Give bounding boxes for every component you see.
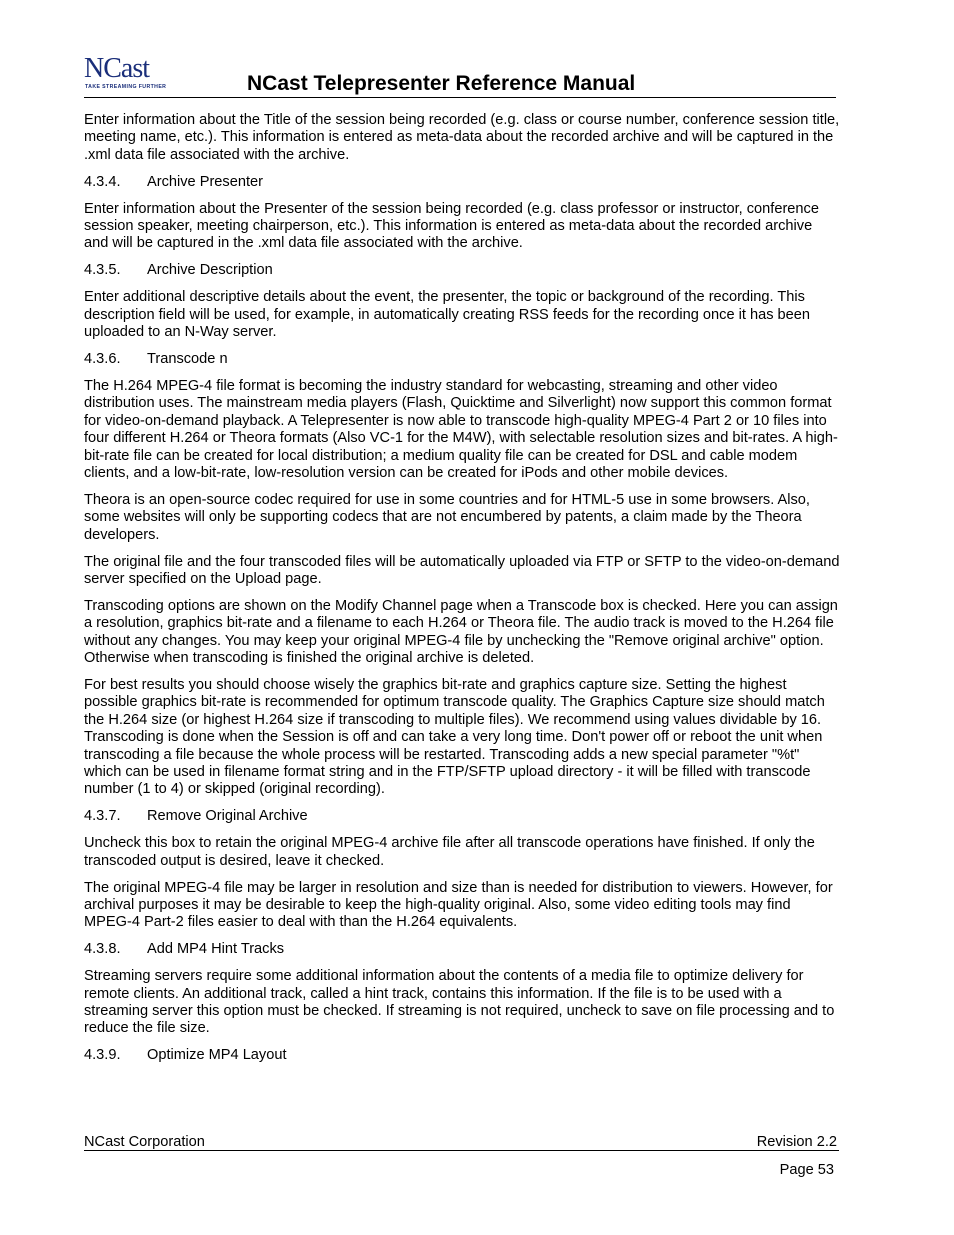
paragraph-upload: The original file and the four transcoded files will be automatically uploaded via FTP or SFTP to the video-on-demand server specified on the Upload page. <box>84 553 840 587</box>
section-number: 4.3.4. <box>84 173 121 190</box>
section-title: Transcode n <box>147 350 228 367</box>
paragraph-description-info: Enter additional descriptive details about the event, the presenter, the topic or background of the recording. This description field will be used, for example, in automatically creating RSS feeds for the recording once it has been uploaded to an N-Way server. <box>84 289 811 341</box>
section-heading-4-3-8 <box>84 941 840 958</box>
section-heading-4-3-7 <box>84 808 840 825</box>
footer-revision: Revision 2.2 <box>756 1134 837 1150</box>
paragraph-presenter-info: Enter information about the Presenter of the session being recorded (e.g. class professor or instructor, conference session speaker, meeting chairperson, etc.). This information is entered as meta-data about the recorded archive and will be captured in the .xml data file associated with the archive. <box>84 200 819 252</box>
section-title: Archive Description <box>147 262 273 279</box>
section-title: Add MP4 Hint Tracks <box>147 941 285 958</box>
section-heading-4-3-5 <box>84 262 840 279</box>
section-heading-4-3-6 <box>84 351 840 368</box>
section-number: 4.3.7. <box>84 808 121 825</box>
document-title: NCast Telepresenter Reference Manual <box>247 72 636 95</box>
paragraph-original-file: The original MPEG-4 file may be larger in resolution and size than is needed for distribution to viewers. However, for archival purposes it may be desirable to keep the high-quality original. Also, some video editing tools may find MPEG-4 Part-2 files easier to deal with than the H.264 equivalents. <box>84 879 833 931</box>
paragraph-best-results: For best results you should choose wisely the graphics bit-rate and graphics capture size. Setting the highest possible graphics bit-rate is recommended for optimum transcode quality. The Graphics Capture size should match the H.264 size (or highest H.264 size if transcoding to multiple files). We recommend using values dividable by 16. Transcoding is done when the Session is off and can take a very long time. Don't power off or reboot the unit when transcoding a file because the whole process will be restarted. Transcoding adds a new special parameter "%t" which can be used in filename format string and in the FTP/SFTP upload directory - it will be filled with transcode number (1 to 4) or skipped (original recording). <box>84 676 825 798</box>
page-footer <box>84 1134 839 1151</box>
section-title: Optimize MP4 Layout <box>147 1047 287 1064</box>
logo-text: NCast <box>84 53 149 84</box>
ncast-logo <box>84 55 184 93</box>
page-number: Page 53 <box>779 1162 834 1178</box>
paragraph-uncheck-box: Uncheck this box to retain the original MPEG-4 archive file after all transcode operations have finished. If only the transcoded output is desired, leave it checked. <box>84 835 815 869</box>
section-title: Archive Presenter <box>147 173 263 190</box>
section-number: 4.3.5. <box>84 262 121 279</box>
section-number: 4.3.9. <box>84 1047 121 1064</box>
page-content <box>84 112 840 1074</box>
section-number: 4.3.6. <box>84 350 121 367</box>
paragraph-h264-format: The H.264 MPEG-4 file format is becoming the industry standard for webcasting, streaming and other video distribution uses. The mainstream media players (Flash, Quicktime and Silverlight) now support this common format for video-on-demand playback. A Telepresenter is now able to transcode high-quality MPEG-4 Part 2 or 10 files into four different H.264 or Theora formats (Also VC-1 for the M4W), with selectable resolution sizes and bit-rates. A high-bit-rate file can be created for local distribution; a medium quality file can be created for DSL and cable modem clients, and a low-bit-rate, low-resolution version can be created for iPods and other mobile devices. <box>84 377 838 481</box>
section-number: 4.3.8. <box>84 941 121 958</box>
section-title: Remove Original Archive <box>147 808 308 825</box>
paragraph-theora: Theora is an open-source codec required for use in some countries and for HTML-5 use in some browsers. Also, some websites will only be supporting codecs that are not encumbered by patents, a claim made by the Theora developers. <box>84 491 810 543</box>
paragraph-transcoding-options: Transcoding options are shown on the Modify Channel page when a Transcode box is checked. Here you can assign a resolution, graphics bit-rate and a filename to each H.264 or Theora file. The audio track is moved to the H.264 file without any changes. You may keep your original MPEG-4 file by unchecking the "Remove original archive" option. Otherwise when transcoding is finished the original archive is deleted. <box>84 597 838 667</box>
section-heading-4-3-4 <box>84 174 840 191</box>
logo-tagline: TAKE STREAMING FURTHER <box>85 84 167 90</box>
section-heading-4-3-9 <box>84 1047 840 1064</box>
paragraph-title-info: Enter information about the Title of the session being recorded (e.g. class or course number, conference session title, meeting name, etc.). This information is entered as meta-data about the recorded archive and will be captured in the .xml data file associated with the archive. <box>84 112 840 163</box>
paragraph-hint-tracks: Streaming servers require some additional information about the contents of a media file to optimize delivery for remote clients. An additional track, called a hint track, contains this information. If the file is to be used with a streaming server this option must be checked. If streaming is not required, uncheck to save on file processing and to reduce the file size. <box>84 968 835 1037</box>
footer-company: NCast Corporation <box>84 1134 205 1150</box>
page-header <box>84 55 836 98</box>
